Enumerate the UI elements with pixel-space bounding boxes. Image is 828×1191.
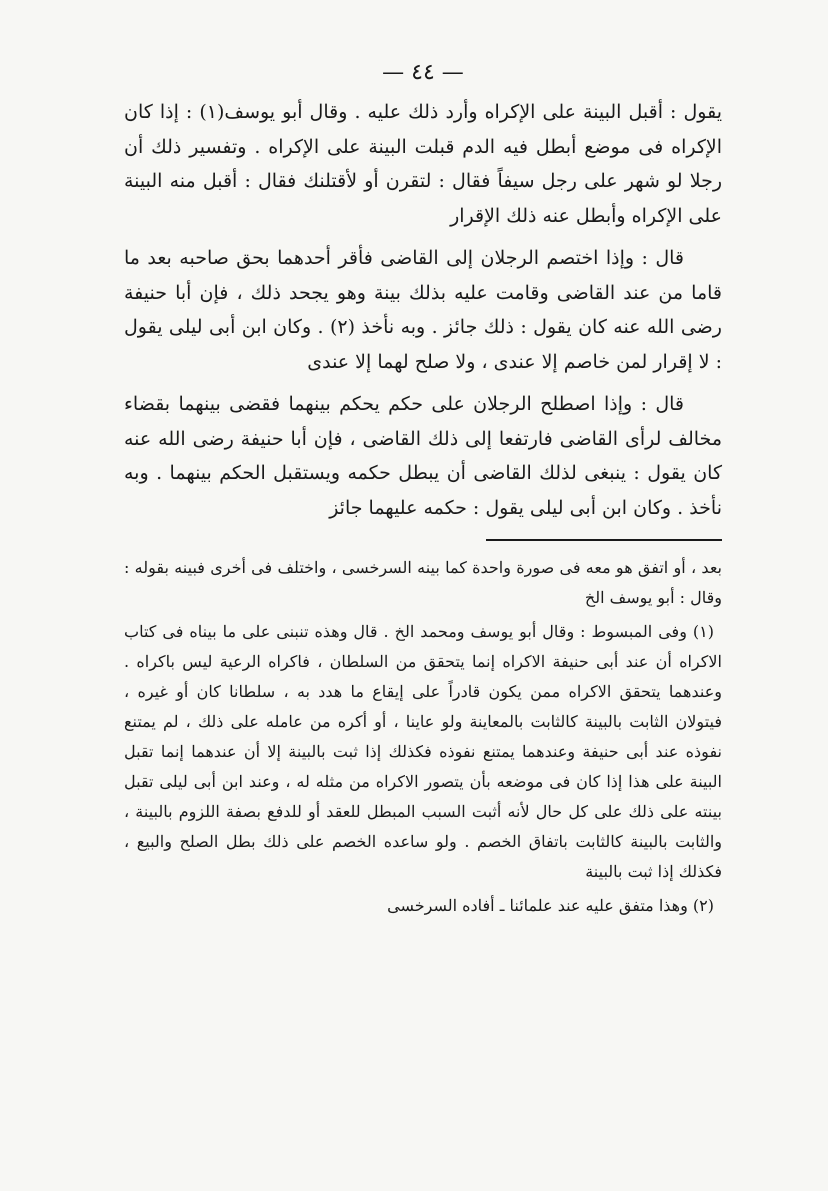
footnotes [124,553,722,921]
footnote-divider [486,539,722,541]
footnote-2: (٢) وهذا متفق عليه عند علمائنا ـ أفاده السرخسى [387,896,714,915]
paragraph-3: قال : وإذا اصطلح الرجلان على حكم يحكم بينهما فقضى بينهما بقضاء مخالف لرأى القاضى فارتفعا إلى ذلك القاضى ، فإن أبا حنيفة رضى الله عنه كان يقول : ينبغى لذلك القاضى أن يبطل حكمه ويستقبل الحكم بينهما . وبه نأخذ . وكان ابن أبى ليلى يقول : حكمه عليهما جائز [124,393,722,519]
footnote-continuation: بعد ، أو اتفق هو معه فى صورة واحدة كما بينه السرخسى ، واختلف فى أخرى فبينه بقوله : وقال : أبو يوسف الخ [124,558,722,607]
main-text [124,95,722,525]
paragraph-1: يقول : أقبل البينة على الإكراه وأرد ذلك عليه . وقال أبو يوسف(١) : إذا كان الإكراه فى موضع أبطل فيه الدم قبلت البينة على الإكراه . وتفسير ذلك أن رجلا لو شهر على رجل سيفاً فقال : لتقرن أو لأقتلنك فقال : أقبل منه البينة على الإكراه وأبطل عنه ذلك الإقرار [124,101,722,227]
footnote-1: (١) وفى المبسوط : وقال أبو يوسف ومحمد الخ . قال وهذه تنبنى على ما بيناه فى كتاب الاكراه أن عند أبى حنيفة الاكراه إنما يتحقق من السلطان ، فاكراه الرعية ليس باكراه . وعندهما يتحقق الاكراه ممن يكون قادراً على إيقاع ما هدد به ، سلطانا كان أو غيره ، فيتولان الثابت بالبينة كالثابت بالمعاينة ولو عاينا ، أو أكره من عامله على ذلك ، لم يمتنع نفوذه عند أبى حنيفة وعندهما يمتنع نفوذه فكذلك إذا ثبت بالبينة إلا أن عندهما إنما تقبل البينة على هذا إذا كان فى موضعه بأن يتصور الاكراه من مثله له ، وعند ابن أبى ليلى تقبل بينته على ذلك على كل حال لأنه أثبت السبب المبطل للعقد أو للدفع بصفة اللزوم بالبينة ، والثابت بالبينة كالثابت باتفاق الخصم . ولو ساعده الخصم على ذلك بطل الصلح والبيع ، فكذلك إذا ثبت بالبينة [124,622,722,881]
page-number: — ٤٤ — [382,60,464,85]
paragraph-2: قال : وإذا اختصم الرجلان إلى القاضى فأقر أحدهما بحق صاحبه بعد ما قاما من عند القاضى وقامت عليه بذلك بينة وهو يجحد ذلك ، فإن أبا حنيفة رضى الله عنه كان يقول : ذلك جائز . وبه نأخذ (٢) . وكان ابن أبى ليلى يقول : لا إقرار لمن خاصم إلا عندى ، ولا صلح لهما إلا عندى [124,247,722,373]
